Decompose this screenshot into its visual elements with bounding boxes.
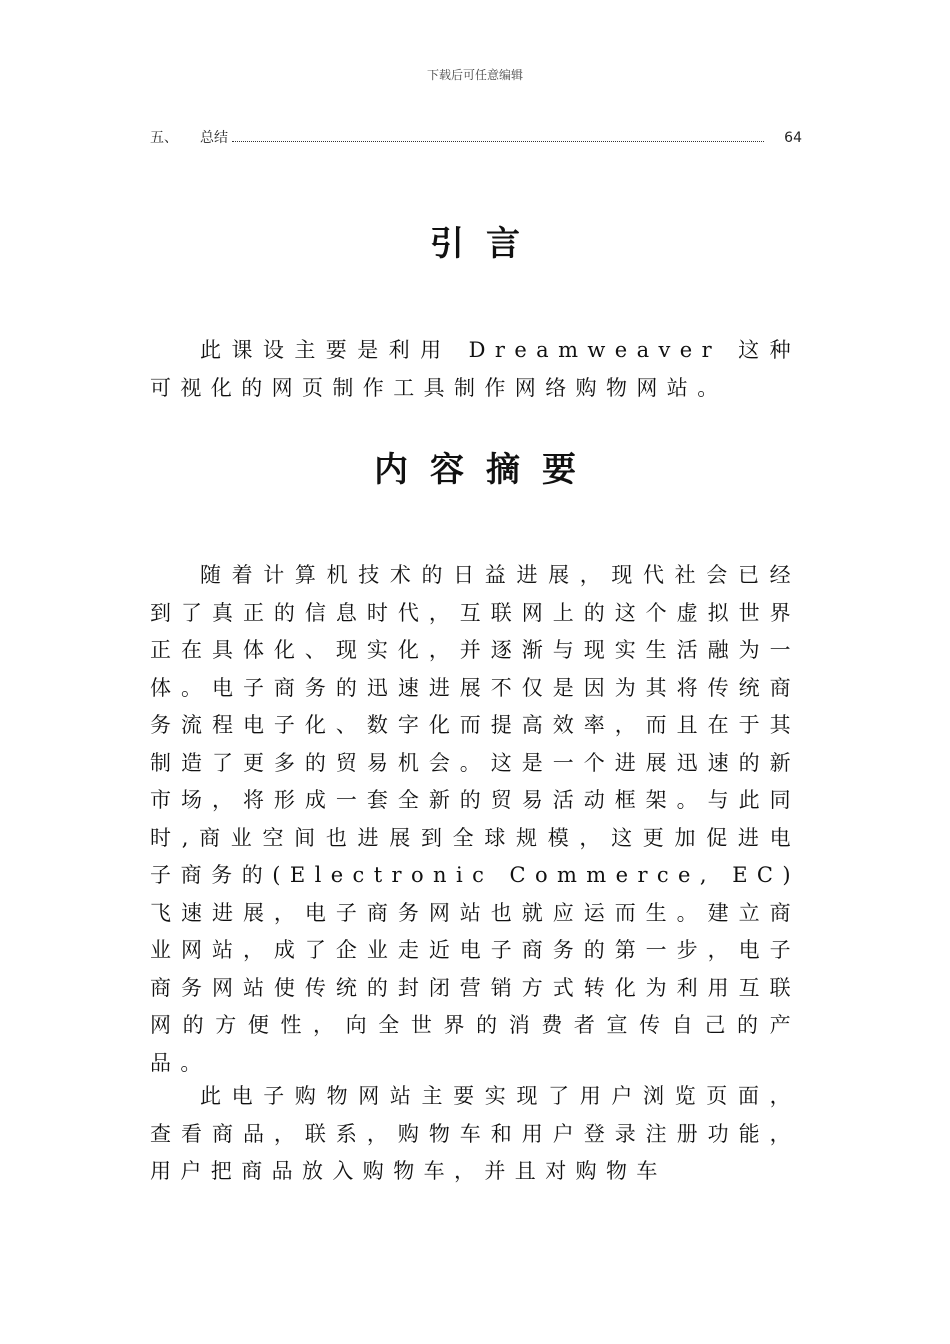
abstract-heading: 内容摘要 <box>374 450 598 490</box>
page-header: 下载后可任意编辑 <box>426 68 523 82</box>
intro-paragraph: 此课设主要是利用 Dreamweaver 这种可视化的网页制作工具制作网络购物网站。 <box>150 338 800 400</box>
abstract-paragraph-2: 此电子购物网站主要实现了用户浏览页面，查看商品，联系，购物车和用户登录注册功能，用户把商品放入购物车，并且对购物车 <box>150 1084 800 1183</box>
abstract-paragraph-1: 随着计算机技术的日益进展，现代社会已经到了真正的信息时代，互联网上的这个虚拟世界正在具体化、现实化，并逐渐与现实生活融为一体。电子商务的迅速进展不仅是因为其将传统商务流程电子化、数字化而提高效率，而且在于其制造了更多的贸易机会。这是一个进展迅速的新市场，将形成一套全新的贸易活动框架。与此同时,商业空间也进展到全球规模，这更加促进电子商务的(Electronic Commerce, EC)飞速进展，电子商务网站也就应运而生。建立商业网站，成了企业走近电子商务的第一步，电子商务网站使传统的封闭营销方式转化为利用互联网的方便性，向全世界的消费者宣传自己的产品。 <box>150 563 800 1075</box>
toc-page-number: 64 <box>784 130 802 146</box>
toc-entry[interactable] <box>150 127 802 147</box>
toc-leader-dots <box>232 141 764 142</box>
toc-number: 五、 <box>150 130 178 146</box>
intro-heading: 引言 <box>430 224 542 264</box>
toc-title: 总结 <box>200 130 228 146</box>
